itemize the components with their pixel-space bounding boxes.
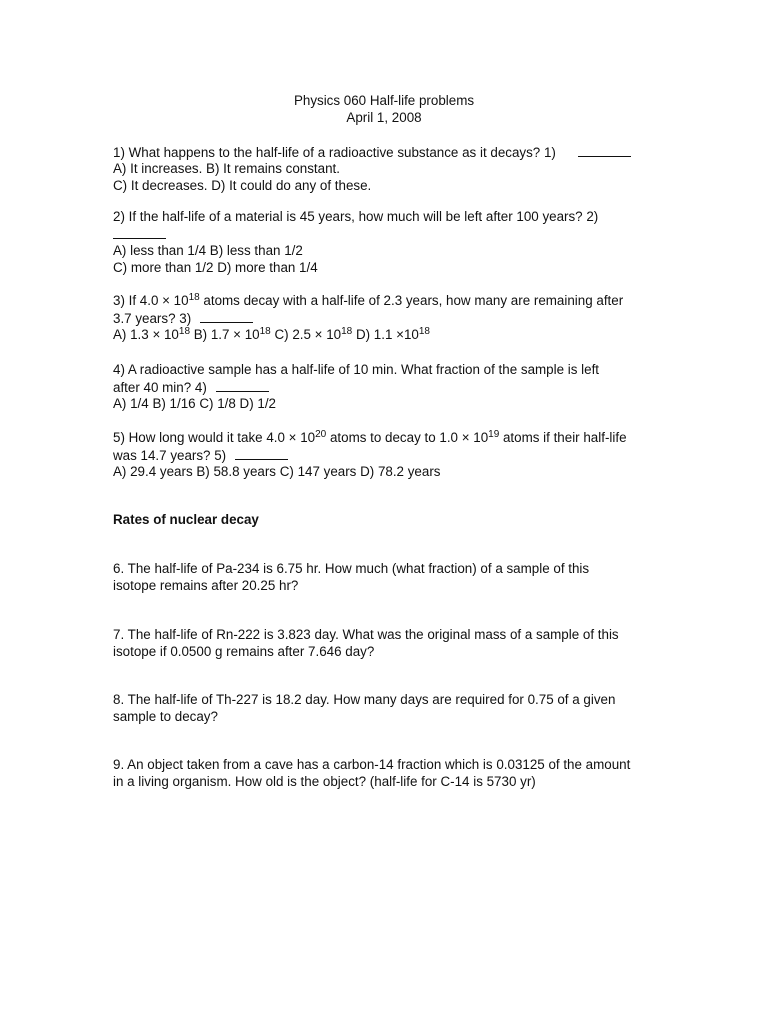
question-2-options-ab: A) less than 1/4 B) less than 1/2	[113, 243, 303, 258]
document-header	[0, 92, 768, 126]
question-3-options: A) $1.3 \times 10^{18}$ B) $1.7 \times 10^{18}$ C) $2.5 \times 10^{18}$ D) $1.1 \times 10^{18}$	[113, 326, 430, 342]
question-2-options-cd: C) more than 1/2 D) more than 1/4	[113, 260, 318, 275]
question-7	[113, 626, 673, 660]
question-1-options-cd: C) It decreases. D) It could do any of these.	[113, 178, 372, 193]
document-date: April 1, 2008	[346, 110, 422, 125]
question-3-text-cont: 3.7 years? 3)	[113, 311, 192, 326]
question-2	[113, 208, 673, 276]
question-6-text: 6. The half-life of Pa-234 is 6.75 hr. How much (what fraction) of a sample of this	[113, 561, 590, 576]
answer-blank	[216, 378, 269, 392]
question-8-text-cont: sample to decay?	[113, 709, 218, 724]
question-7-text: 7. The half-life of Rn-222 is 3.823 day. What was the original mass of a sample of this	[113, 627, 619, 642]
question-1	[113, 143, 673, 194]
question-5	[113, 429, 673, 480]
question-4-text-cont: after 40 min? 4)	[113, 380, 207, 395]
question-4-text: 4) A radioactive sample has a half-life of 10 min. What fraction of the sample is left	[113, 362, 600, 377]
question-5-options: A) 29.4 years B) 58.8 years C) 147 years D) 78.2 years	[113, 464, 441, 479]
question-5-text-cont: was 14.7 years? 5)	[113, 448, 227, 463]
question-8-text: 8. The half-life of Th-227 is 18.2 day. How many days are required for 0.75 of a given	[113, 692, 616, 707]
question-9-text-cont: in a living organism. How old is the object? (half-life for C-14 is 5730 yr)	[113, 774, 536, 789]
answer-blank	[113, 225, 166, 239]
question-1-options-ab: A) It increases. B) It remains constant.	[113, 161, 340, 176]
question-6-text-cont: isotope remains after 20.25 hr?	[113, 578, 299, 593]
question-7-text-cont: isotope if 0.0500 g remains after 7.646 day?	[113, 644, 375, 659]
question-8	[113, 691, 673, 725]
question-5-text: 5) How long would it take $4.0 \times 10^{20}$ atoms to decay to $1.0 \times 10^{19}$ atoms if their half-life	[113, 429, 627, 445]
question-4-options: A) 1/4 B) 1/16 C) 1/8 D) 1/2	[113, 396, 276, 411]
question-3-text: 3) If $4.0 \times 10^{18}$ atoms decay with a half-life of 2.3 years, how many are remaining after	[113, 292, 624, 308]
answer-blank	[235, 446, 288, 460]
question-1-text: 1) What happens to the half-life of a radioactive substance as it decays? 1)	[113, 145, 556, 160]
question-9-text: 9. An object taken from a cave has a carbon-14 fraction which is 0.03125 of the amount	[113, 757, 631, 772]
question-3	[113, 292, 673, 343]
question-6	[113, 560, 673, 594]
question-9	[113, 756, 673, 790]
question-2-text: 2) If the half-life of a material is 45 years, how much will be left after 100 years? 2)	[113, 209, 599, 224]
answer-blank	[578, 143, 631, 157]
section-heading: Rates of nuclear decay	[113, 512, 259, 527]
course-title: Physics 060 Half-life problems	[293, 93, 475, 108]
question-4	[113, 361, 673, 412]
answer-blank	[200, 309, 253, 323]
